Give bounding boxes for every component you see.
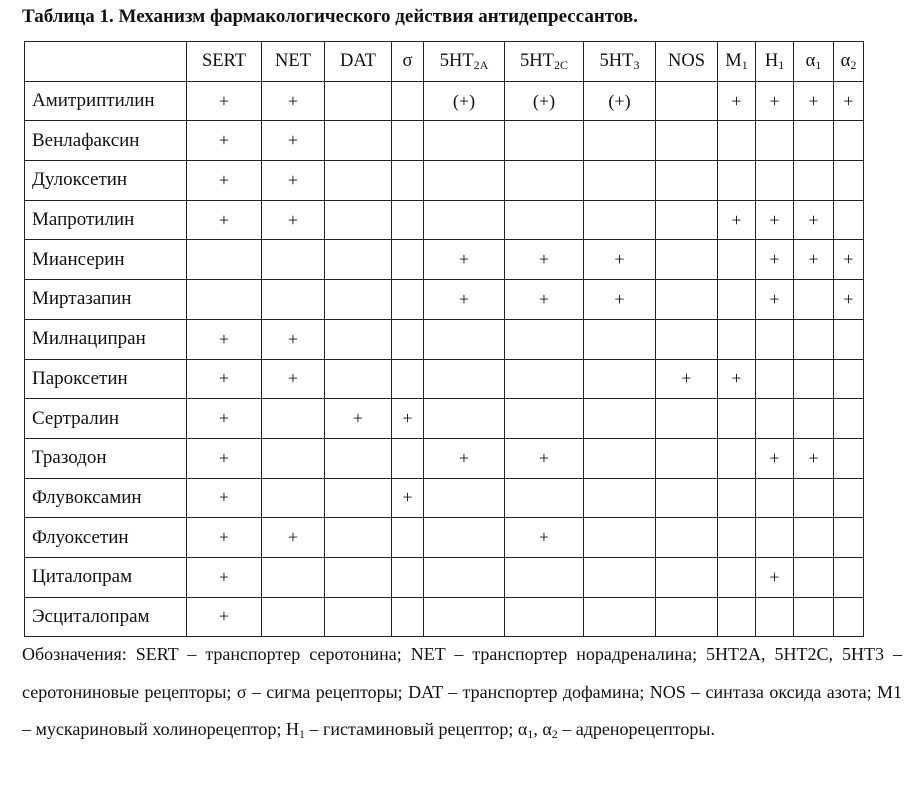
mark-cell [834, 359, 864, 399]
mark-cell [392, 121, 424, 161]
mark-cell [262, 597, 325, 637]
mark-cell [756, 319, 794, 359]
mark-cell: + [834, 81, 864, 121]
mark-cell [392, 438, 424, 478]
mark-cell [325, 359, 392, 399]
mark-cell [325, 121, 392, 161]
mark-cell [656, 399, 718, 439]
column-header-subscript: 1 [815, 57, 822, 72]
mark-cell [794, 597, 834, 637]
drug-name-cell: Венлафаксин [25, 121, 187, 161]
mark-cell [505, 597, 584, 637]
mark-cell: + [718, 200, 756, 240]
column-header [584, 42, 656, 82]
mark-cell [424, 161, 505, 201]
column-header [794, 42, 834, 82]
mark-cell [584, 597, 656, 637]
mark-cell [505, 161, 584, 201]
mark-cell [262, 240, 325, 280]
drug-name-cell: Мапротилин [25, 200, 187, 240]
mark-cell [656, 81, 718, 121]
mark-cell: + [187, 161, 262, 201]
column-header-label: α [805, 50, 816, 71]
mark-cell [834, 200, 864, 240]
mark-cell: + [262, 518, 325, 558]
mark-cell [325, 438, 392, 478]
column-header-subscript: 2A [473, 57, 489, 72]
mark-cell [505, 359, 584, 399]
mark-cell [584, 399, 656, 439]
mark-cell: + [424, 280, 505, 320]
drug-name-cell: Дулоксетин [25, 161, 187, 201]
mark-cell [392, 319, 424, 359]
mark-cell [656, 557, 718, 597]
column-header [424, 42, 505, 82]
mark-cell [718, 557, 756, 597]
column-header [834, 42, 864, 82]
column-header [656, 42, 718, 82]
drug-name-cell: Эсциталопрам [25, 597, 187, 637]
mark-cell [794, 161, 834, 201]
mark-cell: + [187, 200, 262, 240]
table-row [25, 121, 864, 161]
mark-cell: + [262, 81, 325, 121]
drug-name-cell: Флуоксетин [25, 518, 187, 558]
mark-cell [584, 478, 656, 518]
column-header-label: SERT [201, 50, 247, 71]
column-header [262, 42, 325, 82]
mark-cell: + [505, 518, 584, 558]
mark-cell [756, 161, 794, 201]
column-header-label: α [840, 50, 851, 71]
column-header-label: H [764, 50, 779, 71]
mark-cell [584, 557, 656, 597]
mark-cell [756, 121, 794, 161]
mark-cell [262, 438, 325, 478]
mark-cell [424, 319, 505, 359]
mark-cell: + [756, 200, 794, 240]
mark-cell [262, 478, 325, 518]
column-header-label: 5HT [439, 50, 474, 71]
mark-cell: + [392, 399, 424, 439]
mark-cell: + [756, 280, 794, 320]
drug-name-cell: Миансерин [25, 240, 187, 280]
mark-cell [187, 240, 262, 280]
column-header [756, 42, 794, 82]
mark-cell [392, 597, 424, 637]
mark-cell: + [187, 438, 262, 478]
mark-cell [325, 518, 392, 558]
notes-subscript: 1 [299, 727, 306, 741]
mark-cell: + [187, 81, 262, 121]
mark-cell: (+) [424, 81, 505, 121]
mark-cell: + [505, 240, 584, 280]
mark-cell [505, 478, 584, 518]
mark-cell [584, 161, 656, 201]
mark-cell [325, 240, 392, 280]
mark-cell: + [424, 438, 505, 478]
mark-cell [834, 319, 864, 359]
notes-text: – гистаминовый рецептор; α [305, 719, 528, 739]
mark-cell [794, 280, 834, 320]
mark-cell: + [656, 359, 718, 399]
mark-cell [505, 121, 584, 161]
mark-cell: + [262, 200, 325, 240]
mark-cell [834, 518, 864, 558]
mark-cell [794, 557, 834, 597]
notes-subscript: 2 [551, 727, 558, 741]
mark-cell: + [187, 597, 262, 637]
table-row [25, 200, 864, 240]
mark-cell [584, 518, 656, 558]
table-row [25, 597, 864, 637]
mark-cell [325, 161, 392, 201]
column-header [718, 42, 756, 82]
mark-cell [656, 280, 718, 320]
column-header-label: NET [275, 50, 311, 71]
column-header-label: NOS [667, 50, 705, 71]
mark-cell [794, 518, 834, 558]
mark-cell: + [262, 121, 325, 161]
column-header [392, 42, 424, 82]
mark-cell: + [505, 280, 584, 320]
mark-cell [794, 359, 834, 399]
header-row [25, 42, 864, 82]
mark-cell: + [794, 240, 834, 280]
column-header [325, 42, 392, 82]
mark-cell [392, 240, 424, 280]
drug-name-cell: Пароксетин [25, 359, 187, 399]
mark-cell [756, 597, 794, 637]
mark-cell: + [187, 399, 262, 439]
mark-cell [325, 280, 392, 320]
table-row [25, 359, 864, 399]
mark-cell [505, 319, 584, 359]
table-body [25, 81, 864, 637]
mark-cell [505, 557, 584, 597]
column-header-label: σ [402, 50, 413, 71]
mark-cell [718, 478, 756, 518]
column-header-subscript: 2C [553, 57, 568, 72]
column-header-label: 5HT [520, 50, 554, 71]
mark-cell [718, 399, 756, 439]
column-header [505, 42, 584, 82]
table-row [25, 399, 864, 439]
mark-cell [656, 121, 718, 161]
table-row [25, 518, 864, 558]
mark-cell: + [325, 399, 392, 439]
mark-cell: + [834, 280, 864, 320]
mark-cell [834, 121, 864, 161]
table-row [25, 240, 864, 280]
mark-cell [834, 597, 864, 637]
mark-cell: + [794, 438, 834, 478]
mark-cell [392, 557, 424, 597]
mark-cell [187, 280, 262, 320]
mark-cell: + [424, 240, 505, 280]
drug-name-cell: Миртазапин [25, 280, 187, 320]
mark-cell [325, 81, 392, 121]
mark-cell [834, 161, 864, 201]
mark-cell [794, 121, 834, 161]
mark-cell [584, 319, 656, 359]
mark-cell: + [187, 478, 262, 518]
mark-cell [325, 557, 392, 597]
mark-cell [392, 81, 424, 121]
mark-cell [656, 240, 718, 280]
table-row [25, 478, 864, 518]
mark-cell [262, 280, 325, 320]
drug-name-cell: Флувоксамин [25, 478, 187, 518]
mark-cell [392, 161, 424, 201]
mark-cell [392, 280, 424, 320]
mark-cell [718, 121, 756, 161]
mark-cell [756, 478, 794, 518]
mark-cell [834, 557, 864, 597]
mark-cell [424, 121, 505, 161]
mark-cell: + [834, 240, 864, 280]
mark-cell: + [187, 319, 262, 359]
mark-cell [424, 518, 505, 558]
mark-cell [656, 161, 718, 201]
mark-cell [834, 438, 864, 478]
mark-cell: + [262, 359, 325, 399]
mark-cell [325, 478, 392, 518]
mark-cell: + [756, 557, 794, 597]
mark-cell: + [262, 319, 325, 359]
mark-cell [656, 597, 718, 637]
column-header-label: DAT [340, 50, 376, 71]
mark-cell: + [187, 557, 262, 597]
mark-cell: + [392, 478, 424, 518]
mark-cell [794, 319, 834, 359]
mark-cell [584, 438, 656, 478]
mark-cell [505, 200, 584, 240]
mark-cell [656, 438, 718, 478]
mark-cell: + [756, 81, 794, 121]
column-header-label: M [725, 50, 742, 71]
mark-cell [584, 359, 656, 399]
mark-cell [262, 399, 325, 439]
mark-cell [756, 359, 794, 399]
mark-cell: + [718, 359, 756, 399]
mark-cell [656, 200, 718, 240]
notes-text: , α [533, 719, 552, 739]
mark-cell [718, 597, 756, 637]
mark-cell [718, 438, 756, 478]
mark-cell: + [505, 438, 584, 478]
mark-cell [656, 319, 718, 359]
notes-text: Обозначения: SERT – транспортер серотонина; NET – транспортер норадреналина; 5HT2A, 5HT2C, 5HT3 – серотониновые рецепторы; σ – сигма рецепторы; DAT – транспортер дофамина; NOS – синтаза оксида азота; M1 – мускариновый холинорецептор; H [22, 644, 902, 739]
mark-cell [424, 359, 505, 399]
notes-text: – адренорецепторы. [557, 719, 715, 739]
mark-cell: (+) [505, 81, 584, 121]
mark-cell [718, 161, 756, 201]
mark-cell [424, 399, 505, 439]
drug-name-cell: Сертралин [25, 399, 187, 439]
mark-cell [656, 518, 718, 558]
mark-cell [756, 399, 794, 439]
table-row [25, 280, 864, 320]
mark-cell [424, 597, 505, 637]
mark-cell: + [262, 161, 325, 201]
mark-cell [756, 518, 794, 558]
mark-cell [794, 399, 834, 439]
table-row [25, 161, 864, 201]
mark-cell: + [794, 81, 834, 121]
mark-cell: + [794, 200, 834, 240]
mark-cell: + [187, 359, 262, 399]
mark-cell: + [584, 240, 656, 280]
mark-cell [834, 399, 864, 439]
mark-cell [392, 200, 424, 240]
mark-cell: + [187, 121, 262, 161]
mark-cell: + [584, 280, 656, 320]
mark-cell [718, 518, 756, 558]
legend-notes [22, 636, 902, 749]
mark-cell [325, 319, 392, 359]
mark-cell [325, 200, 392, 240]
mark-cell [718, 319, 756, 359]
drug-name-cell: Амитриптилин [25, 81, 187, 121]
receptor-table [24, 41, 864, 637]
mark-cell [834, 478, 864, 518]
column-header-subscript: 1 [741, 57, 748, 72]
mark-cell [718, 280, 756, 320]
drug-name-cell: Тразодон [25, 438, 187, 478]
mark-cell [424, 200, 505, 240]
mark-cell [718, 240, 756, 280]
mark-cell: + [756, 240, 794, 280]
mark-cell: + [187, 518, 262, 558]
mark-cell [392, 359, 424, 399]
mark-cell [794, 478, 834, 518]
table-title: Таблица 1. Механизм фармакологического действия антидепрессантов. [22, 6, 638, 27]
drug-name-cell: Милнаципран [25, 319, 187, 359]
table-row [25, 81, 864, 121]
table-row [25, 557, 864, 597]
column-header-subscript: 1 [778, 57, 785, 72]
table-row [25, 438, 864, 478]
mark-cell [584, 121, 656, 161]
table-row [25, 319, 864, 359]
mark-cell [656, 478, 718, 518]
mark-cell [584, 200, 656, 240]
mark-cell: + [756, 438, 794, 478]
column-header-label: 5HT [599, 50, 634, 71]
mark-cell [505, 399, 584, 439]
mark-cell [424, 557, 505, 597]
mark-cell [424, 478, 505, 518]
mark-cell [392, 518, 424, 558]
column-header-subscript: 2 [850, 57, 857, 72]
notes-subscript: 1 [527, 727, 534, 741]
mark-cell: + [718, 81, 756, 121]
mark-cell: (+) [584, 81, 656, 121]
column-header [187, 42, 262, 82]
column-header-subscript: 3 [633, 57, 640, 72]
mark-cell [325, 597, 392, 637]
drug-name-cell: Циталопрам [25, 557, 187, 597]
header-corner-cell [25, 42, 187, 82]
mark-cell [262, 557, 325, 597]
